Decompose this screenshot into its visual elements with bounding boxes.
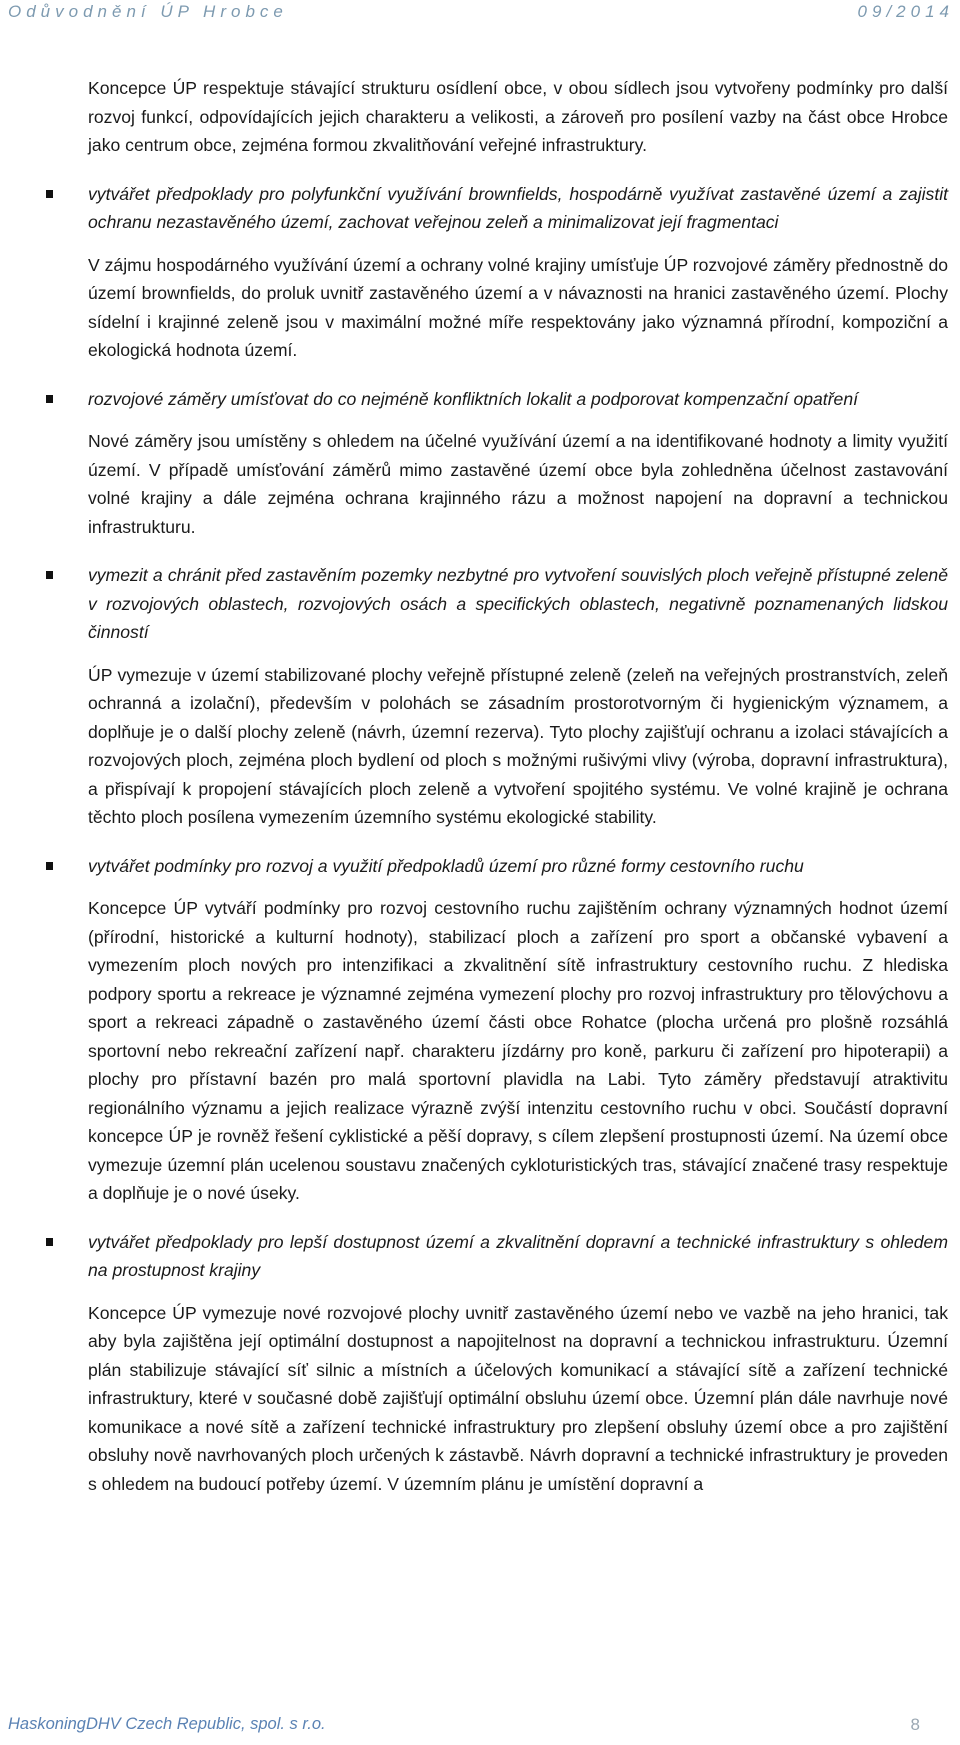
company-name: HaskoningDHV Czech Republic, spol. s r.o. <box>8 1715 326 1733</box>
body-paragraph: Koncepce ÚP vymezuje nové rozvojové plochy uvnitř zastavěného území nebo ve vazbě na jeho hranici, tak aby byla zajištěna její optimální dostupnost a napojitelnost na dopravní a technickou infrastrukturu. Územní plán stabilizuje stávající síť silnic a místních a účelových komunikací a stávající sítě a zařízení technické infrastruktury, které v současné době zajišťují optimální obsluhu území obce. Územní plán dále navrhuje nové komunikace a nové sítě a zařízení technické infrastruktury pro zlepšení obsluhy území obce a pro zajištění obsluhy nově navrhovaných ploch určených k zástavbě. Návrh dopravní a technické infrastruktury je proveden s ohledem na budoucí potřeby území. V územním plánu je umístění dopravní a <box>88 1302 948 1494</box>
bullet-heading: vytvářet předpoklady pro lepší dostupnost území a zkvalitnění dopravní a technické infrastruktury s ohledem na prostupnost krajiny <box>88 1231 948 1280</box>
body-paragraph: Koncepce ÚP vytváří podmínky pro rozvoj cestovního ruchu zajištěním ochrany významných hodnot území (přírodní, historické a kulturní hodnoty), stabilizací ploch a zařízení pro sport a občanské vybavení a vymezením ploch nových pro intenzifikaci a zkvalitnění sítě infrastruktury cestovního ruchu. Z hlediska podpory sportu a rekreace je významné zejména vymezení plochy pro rozvoj infrastruktury pro tělovýchovu a sport a rekreaci západně o zastavěného území části obce Rohatce (plocha určená pro plošně rozsáhlá sportovní nebo rekreační zařízení např. charakteru jízdárny pro koně, parkuru či zařízení pro hipoterapii) a plochy pro přístavní bazén pro malá sportovní plavidla na Labi. Tyto záměry představují atraktivitu regionálního významu a jejich realizace výrazně zvýší intenzitu cestovního ruchu v obci. Součástí dopravní koncepce ÚP je rovněž řešení cyklistické a pěší dopravy, s cílem zlepšení prostupnosti území. Na území obce vymezuje územní plán ucelenou soustavu značených cykloturistických tras, stávající značené trasy respektuje a doplňuje je o nové úseky. <box>88 898 948 1203</box>
bullet-square-icon <box>46 395 53 403</box>
body-paragraph: ÚP vymezuje v území stabilizované plochy veřejně přístupné zeleně (zeleň na veřejných prostranstvích, zeleň ochranná a izolační), především v polohách se zásadním prostorotvorným či hygienickým významem, a doplňuje je o další plochy zeleně (návrh, územní rezerva). Tyto plochy zajišťují ochranu a izolaci stávajících a rozvojových ploch, zejména ploch bydlení od ploch s možnými rušivými vlivy (výroba, dopravní infrastruktura), a přispívají k propojení stávajících ploch zeleně a vytvoření spojitého systému. Ve volné krajině je ochrana těchto ploch posílena vymezením územního systému ekologické stability. <box>88 664 948 827</box>
bullet-square-icon <box>46 571 53 579</box>
document-title: Odůvodnění ÚP Hrobce <box>8 2 288 21</box>
bullet-heading: vytvářet podmínky pro rozvoj a využití předpokladů území pro různé formy cestovního ruchu <box>88 855 804 876</box>
page-footer <box>0 1711 960 1745</box>
bullet-item <box>88 180 948 237</box>
document-date: 09/2014 <box>857 2 954 21</box>
bullet-item <box>88 385 948 414</box>
body-paragraph: V zájmu hospodárného využívání území a ochrany volné krajiny umísťuje ÚP rozvojové záměry přednostně do území brownfields, do proluk uvnitř zastavěného území a v návaznosti na hranici zastavěného území. Plochy sídelní i krajinné zeleně jsou v maximální možné míře respektovány jako významná přírodní, kompoziční a ekologická hodnota území. <box>88 254 949 360</box>
intro-paragraph: Koncepce ÚP respektuje stávající strukturu osídlení obce, v obou sídlech jsou vytvořeny podmínky pro další rozvoj funkcí, odpovídajících jejich charakteru a velikosti, a zároveň pro posílení vazby na část obce Hrobce jako centrum obce, zejména formou zkvalitňování veřejné infrastruktury. <box>88 78 948 155</box>
bullet-square-icon <box>46 190 53 198</box>
bullet-heading: rozvojové záměry umísťovat do co nejméně konfliktních lokalit a podporovat kompenzační opatření <box>88 388 859 409</box>
body-paragraph: Nové záměry jsou umístěny s ohledem na účelné využívání území a na identifikované hodnoty a limity využití území. V případě umísťování záměrů mimo zastavěné území obce byla zohledněna účelnost zastavování volné krajiny a dále zejména ochrana krajinného rázu a možnost napojení na dopravní a technickou infrastrukturu. <box>88 431 948 537</box>
bullet-item <box>88 561 948 647</box>
bullet-heading: vytvářet předpoklady pro polyfunkční využívání brownfields, hospodárně využívat zastavěné území a zajistit ochranu nezastavěného území, zachovat veřejnou zeleň a minimalizovat její fragmentaci <box>88 183 948 232</box>
page-content <box>88 74 948 1518</box>
bullet-square-icon <box>46 862 53 870</box>
bullet-square-icon <box>46 1238 53 1246</box>
bullet-item <box>88 1228 948 1285</box>
page-header <box>0 0 960 28</box>
bullet-item <box>88 852 948 881</box>
bullet-heading: vymezit a chránit před zastavěním pozemky nezbytné pro vytvoření souvislých ploch veřejně přístupné zeleně v rozvojových oblastech, rozvojových osách a specifických oblastech, negativně poznamenaných lidskou činností <box>88 565 948 642</box>
page-number: 8 <box>910 1715 920 1734</box>
